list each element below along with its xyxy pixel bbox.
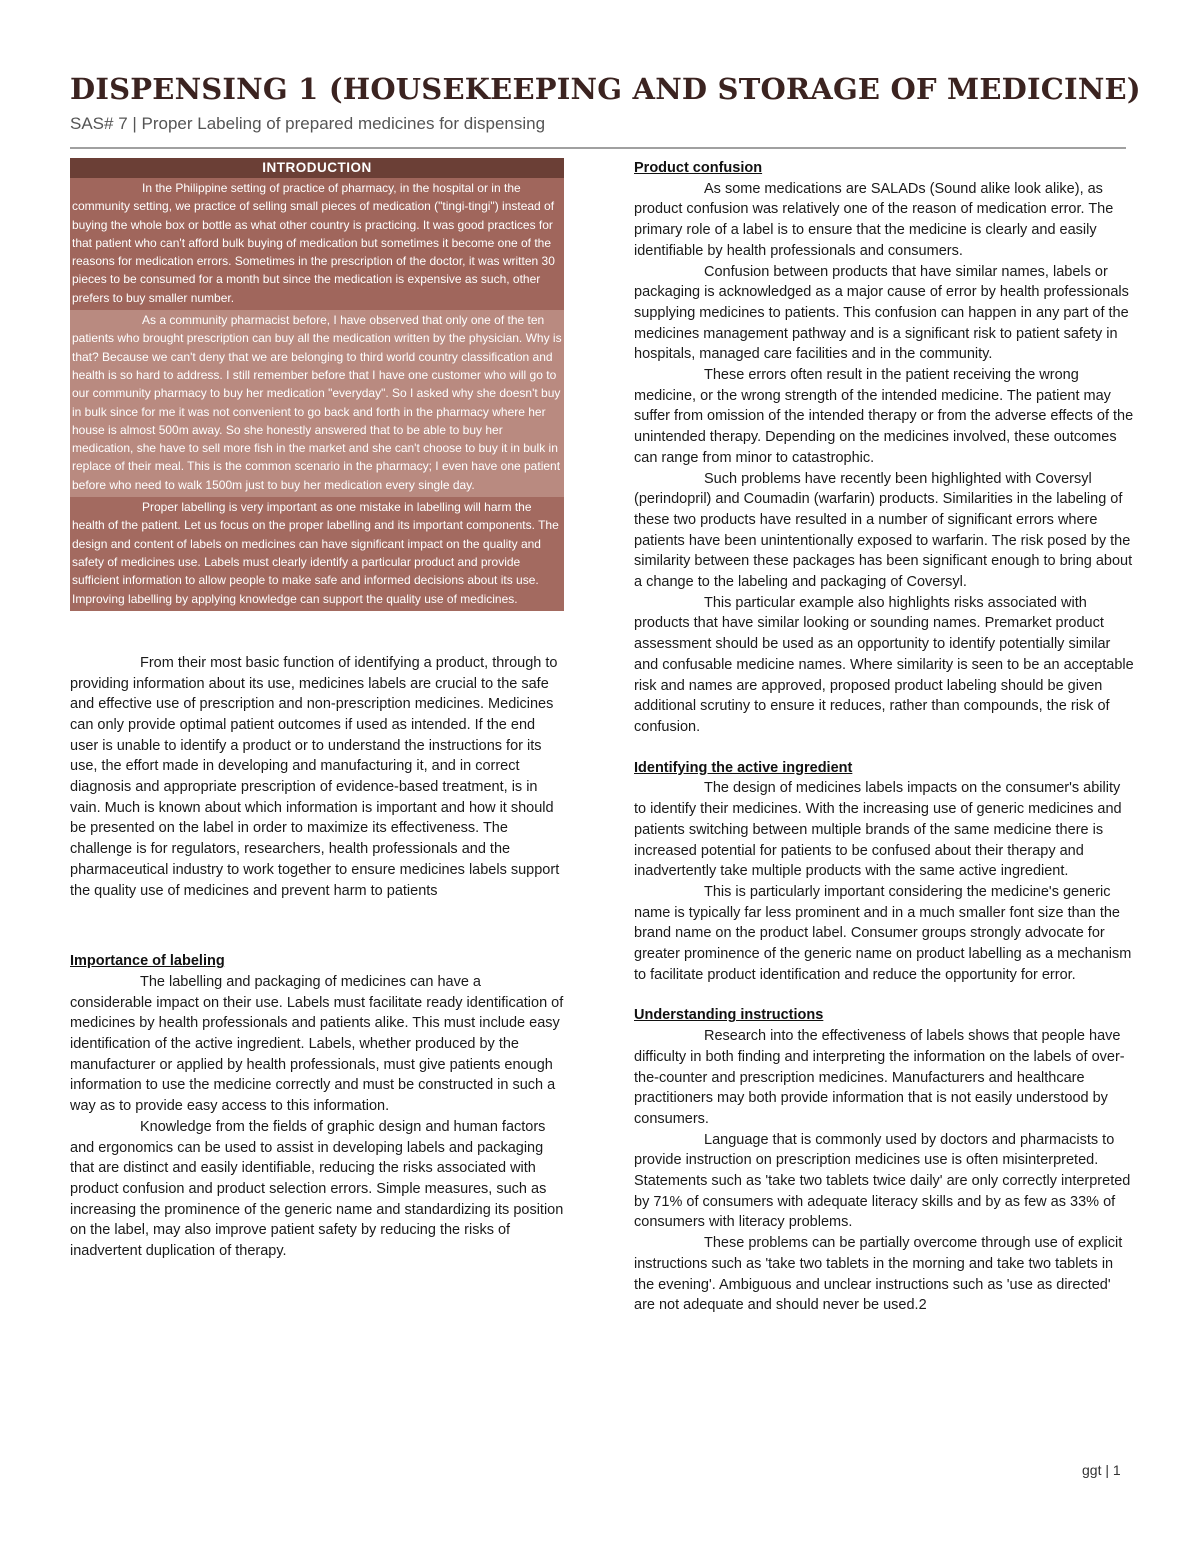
header-divider (70, 147, 1126, 149)
introduction-box (70, 158, 564, 611)
instructions-paragraph-2: Language that is commonly used by doctors and pharmacists to provide instruction on prescription medicines use is often misinterpreted. Statements such as 'take two tablets twice daily' are only correctly interpreted by 71% of consumers with adequate literacy skills and by as few as 33% of consumers with literacy problems. (634, 1131, 1131, 1231)
intro-paragraph-3: Proper labelling is very important as one mistake in labelling will harm the health of the patient. Let us focus on the proper labelling and its important components. The design and content of labels on medicines can have significant impact on the quality and safety of medicines use. Labels must clearly identify a particular product and provide sufficient information to allow people to make safe and informed decisions about its use. Improving labelling by applying knowledge can support the quality use of medicines. (70, 497, 564, 611)
understanding-instructions-heading: Understanding instructions (634, 1007, 824, 1024)
confusion-paragraph-5: This particular example also highlights risks associated with products that have similar looking or sounding names. Premarket product assessment should be used as an opportunity to identify potentially similar and confusable medicine names. Where similarity is seen to be an acceptable risk and names are approved, proposed product labeling should be given additional scrutiny to ensure it reduces, rather than compounds, the risk of confusion. (634, 594, 1134, 735)
active-ingredient-heading: Identifying the active ingredient (634, 759, 853, 776)
confusion-paragraph-2: Confusion between products that have similar names, labels or packaging is acknowledged as a major cause of error by health professionals supplying medicines to patients. This confusion can happen in any part of the medicines management pathway and is a significant risk to patient safety in hospitals, managed care facilities and in the community. (634, 263, 1129, 363)
confusion-paragraph-4: Such problems have recently been highlighted with Coversyl (perindopril) and Coumadin (warfarin) products. Similarities in the labeling of these two products have resulted in a number of significant errors where patients have been unintentionally exposed to warfarin. The risk posed by the similarity between these packages has been significant enough to bring about a change to the labeling and packaging of Coversyl. (634, 470, 1133, 591)
confusion-paragraph-1: As some medications are SALADs (Sound alike look alike), as product confusion was relatively one of the reason of medication error. The primary role of a label is to ensure that the medicine is clearly and easily identifiable by health professionals and consumers. (634, 180, 1114, 259)
active-paragraph-2: This is particularly important considering the medicine's generic name is typically far less prominent and in a much smaller font size than the brand name on the product label. Consumer groups strongly advocate for greater prominence of the generic name on product labelling as a mechanism to facilitate product identification and reduce the opportunity for error. (634, 883, 1132, 983)
basic-function-paragraph: From their most basic function of identifying a product, through to providing information about its use, medicines labels are crucial to the safe and effective use of prescription and non-prescription medicines. Medicines can only provide optimal patient outcomes if used as intended. If the end user is unable to identify a product or to understand the instructions for its use, the effort made in developing and manufacturing it, and in correct diagnosis and appropriate prescription of evidence-based treatment, is in vain. Much is known about which information is important and how it should be presented on the label in order to maximize its effectiveness. The challenge is for regulators, researchers, health professionals and the pharmaceutical industry to work together to ensure medicines labels support the quality use of medicines and prevent harm to patients (70, 654, 560, 899)
page-number: ggt | 1 (1082, 1462, 1121, 1478)
importance-paragraph-1: The labelling and packaging of medicines can have a considerable impact on their use. Labels must facilitate ready identification of medicines by health professionals and patients alike. This must include easy identification of the active ingredient. Labels, whether produced by the manufacturer or applied by health professionals, must give patients enough information to use the medicine correctly and must be constructed in such a way as to provide easy access to this information. (70, 973, 564, 1115)
introduction-heading: INTRODUCTION (70, 158, 564, 178)
intro-paragraph-2: As a community pharmacist before, I have observed that only one of the ten patients who brought prescription can buy all the medication written by the physician. Why is that? Because we can't deny that we are belonging to third world country classification and health is so hard to address. I still remember before that I have one customer who will go to our community pharmacy to buy her medication "everyday". So I asked why she doesn't buy in bulk since for me it was not convenient to go back and forth in the pharmacy where her house is almost 500m away. So she honestly answered that to be able to buy her medication, she have to sell more fish in the market and she can't choose to buy it in bulk in replace of their meal. This is the common scenario in the pharmacy; I even have one patient before who need to walk 1500m just to buy her medication every single day. (70, 310, 564, 497)
instructions-paragraph-1: Research into the effectiveness of labels shows that people have difficulty in both finding and interpreting the information on the labels of over-the-counter and prescription medicines. Manufacturers and healthcare practitioners may both provide information that is not easily understood by consumers. (634, 1028, 1125, 1127)
page-title: DISPENSING 1 (HOUSEKEEPING AND STORAGE OF MEDICINE) (70, 72, 1141, 106)
product-confusion-heading: Product confusion (634, 160, 763, 176)
instructions-paragraph-3: These problems can be partially overcome through use of explicit instructions such as 'take two tablets in the morning and take two tablets in the evening'. Ambiguous and unclear instructions such as 'use as directed' are not adequate and should never be used.2 (634, 1235, 1123, 1314)
importance-heading: Importance of labeling (70, 953, 225, 970)
importance-paragraph-2: Knowledge from the fields of graphic design and human factors and ergonomics can be used to assist in developing labels and packaging that are distinct and easily identifiable, reducing the risks associated with product confusion and product selection errors. Simple measures, such as increasing the prominence of the generic name and standardizing its position on the label, may also improve patient safety by reducing the risks of inadvertent duplication of therapy. (70, 1118, 564, 1260)
intro-paragraph-1: In the Philippine setting of practice of pharmacy, in the hospital or in the community setting, we practice of selling small pieces of medication ("tingi-tingi") instead of buying the whole box or bottle as what other country is practicing. It was good practices for that patient who can't afford bulk buying of medication but sometimes it become one of the reasons for medication errors. Sometimes in the prescription of the doctor, it was written 30 pieces to be consumed for a month but since the medication is expensive as such, other prefers to buy smaller number. (70, 178, 564, 310)
page-subtitle: SAS# 7 | Proper Labeling of prepared medicines for dispensing (70, 114, 546, 133)
confusion-paragraph-3: These errors often result in the patient receiving the wrong medicine, or the wrong strength of the intended medicine. The patient may suffer from omission of the intended therapy or from the adverse effects of the unintended therapy. Depending on the medicines involved, these outcomes can range from minor to catastrophic. (634, 367, 1134, 466)
left-column (70, 158, 564, 1262)
active-paragraph-1: The design of medicines labels impacts on the consumer's ability to identify their medicines. With the increasing use of generic medicines and patients switching between multiple brands of the same medicine there is increased potential for patients to be confused about their therapy and inadvertently take multiple products with the same active ingredient. (634, 780, 1122, 880)
right-column (634, 158, 1134, 1316)
